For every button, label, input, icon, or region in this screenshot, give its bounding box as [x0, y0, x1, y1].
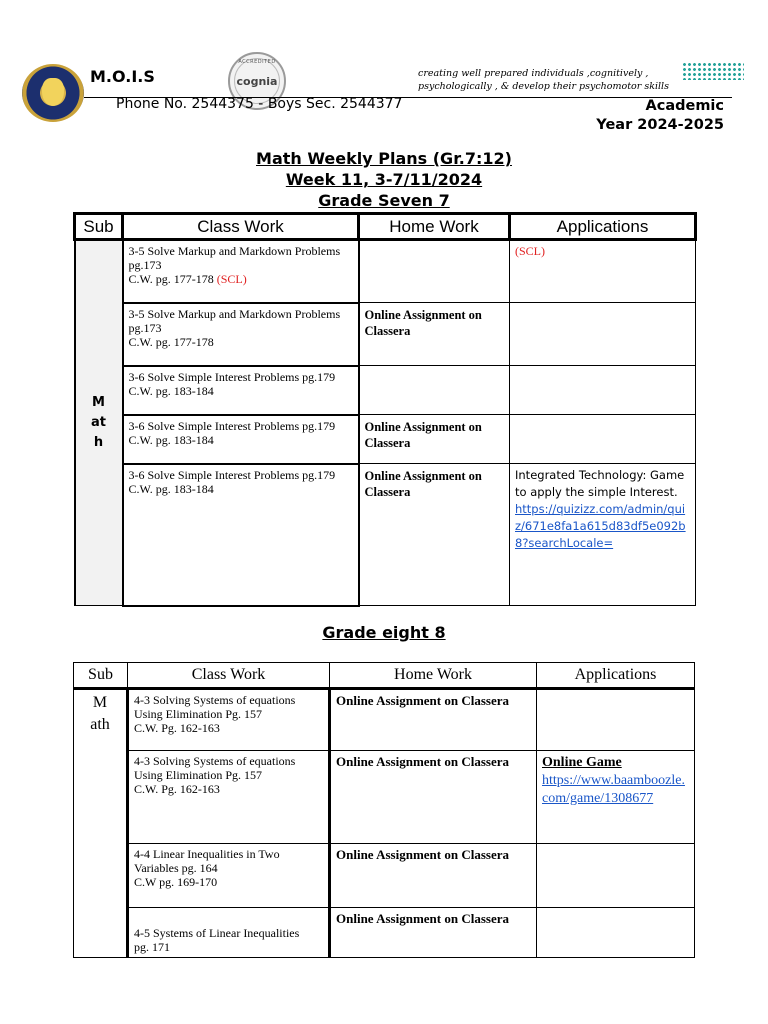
home-work-cell [359, 366, 510, 415]
class-work-line: 3-6 Solve Simple Interest Problems pg.179 [128, 418, 336, 433]
scl-tag: (SCL) [515, 244, 545, 258]
header-class-work: Class Work [123, 214, 359, 240]
online-game-label: Online Game [542, 755, 622, 770]
home-work-cell [359, 240, 510, 303]
motto-line-2: psychologically , & develop their psychomotor skills [418, 81, 669, 92]
page-title: Math Weekly Plans (Gr.7:12) [256, 149, 512, 168]
class-work-line: C.W. pg. 183-184 [128, 481, 214, 496]
class-work-cell [123, 303, 359, 366]
applications-cell [510, 366, 696, 415]
school-logo [22, 64, 84, 122]
academic-year [560, 97, 724, 135]
home-work-cell: Online Assignment on Classera [330, 844, 537, 908]
home-work-cell: Online Assignment on Classera [330, 689, 537, 751]
subject-line: h [93, 435, 104, 450]
header-sub: Sub [75, 214, 123, 240]
grade-eight-title: Grade eight 8 [322, 623, 446, 642]
class-work-cell [128, 689, 330, 751]
class-work-line: 3-6 Solve Simple Interest Problems pg.179 [128, 467, 336, 482]
applications-cell [510, 464, 696, 606]
header-home-work: Home Work [330, 663, 537, 689]
scl-tag: (SCL) [216, 272, 247, 286]
grade-eight-plan-table [73, 662, 695, 958]
class-work-line: C.W. pg. 183-184 [128, 432, 214, 447]
table-row [74, 751, 695, 844]
class-work-line: C.W. Pg. 162-163 [134, 782, 220, 796]
phone-numbers: Phone No. 2544375 - Boys Sec. 2544377 [116, 96, 403, 112]
applications-cell [510, 415, 696, 464]
subject-line: M [92, 694, 108, 711]
class-work-cell [128, 844, 330, 908]
subject-cell [75, 240, 123, 606]
school-name: M.O.I.S [90, 67, 155, 86]
header-applications: Applications [510, 214, 696, 240]
motto-line-1: creating well prepared individuals ,cognitively , [418, 68, 649, 79]
class-work-line: 4-3 Solving Systems of equations [134, 693, 296, 707]
integrated-technology-note: Integrated Technology: Game to apply the simple Interest. [515, 468, 685, 499]
table-header-row [74, 663, 695, 689]
home-work-cell: Online Assignment on Classera [359, 464, 510, 606]
class-work-line: 3-5 Solve Markup and Markdown Problems [128, 306, 341, 321]
subject-line: M [92, 395, 105, 410]
academic-year-value: Year 2024-2025 [596, 117, 724, 133]
table-row [75, 464, 696, 606]
class-work-line: pg. 171 [134, 940, 170, 954]
class-work-cell [123, 415, 359, 464]
badge-accredited-text: ACCREDITED [238, 59, 276, 65]
header-sub: Sub [74, 663, 128, 689]
subject-line: at [91, 415, 106, 430]
quizizz-link[interactable]: https://quizizz.com/admin/quiz/671e8fa1a615d83df5e092b8?searchLocale= [515, 502, 686, 550]
home-work-cell: Online Assignment on Classera [330, 908, 537, 958]
class-work-line: 3-5 Solve Markup and Markdown Problems [128, 244, 341, 258]
header-applications: Applications [537, 663, 695, 689]
class-work-cell [123, 240, 359, 303]
academic-label: Academic [645, 98, 724, 114]
class-work-line: pg.173 [128, 258, 162, 272]
class-work-line: 4-5 Systems of Linear Inequalities [134, 926, 300, 940]
grade-seven-title: Grade Seven 7 [318, 191, 450, 210]
class-work-line: C.W pg. 169-170 [134, 875, 218, 889]
table-row [74, 844, 695, 908]
subject-cell [74, 689, 128, 958]
class-work-pages: C.W. pg. 177-178 [128, 272, 217, 286]
class-work-line: Using Elimination Pg. 157 [134, 768, 263, 782]
table-row [74, 908, 695, 958]
ministry-logo [682, 62, 744, 80]
table-row [74, 689, 695, 751]
class-work-line: C.W. pg. 183-184 [128, 383, 214, 398]
baamboozle-link[interactable]: https://www.baamboozle.com/game/1308677 [542, 773, 685, 806]
home-work-cell: Online Assignment on Classera [359, 415, 510, 464]
applications-cell [537, 908, 695, 958]
header-class-work: Class Work [128, 663, 330, 689]
applications-cell [510, 240, 696, 303]
class-work-cell [128, 908, 330, 958]
week-title: Week 11, 3-7/11/2024 [285, 170, 483, 189]
applications-cell [537, 844, 695, 908]
table-row [75, 366, 696, 415]
home-work-cell: Online Assignment on Classera [359, 303, 510, 366]
table-row [75, 240, 696, 303]
class-work-line: C.W. Pg. 162-163 [134, 721, 220, 735]
applications-cell [510, 303, 696, 366]
grade-seven-plan-table [73, 212, 697, 607]
table-row [75, 415, 696, 464]
class-work-cell [123, 464, 359, 606]
class-work-cell [123, 366, 359, 415]
class-work-line: C.W. pg. 177-178 [128, 334, 214, 349]
table-row [75, 303, 696, 366]
class-work-cell [128, 751, 330, 844]
class-work-line: 4-4 Linear Inequalities in Two [134, 847, 280, 861]
subject-line: ath [90, 716, 110, 733]
table-header-row [75, 214, 696, 240]
applications-cell [537, 751, 695, 844]
badge-cognia-text: cognia [236, 75, 278, 88]
school-motto [418, 67, 678, 93]
class-work-line: Variables pg. 164 [134, 861, 218, 875]
class-work-line [129, 272, 353, 286]
class-work-line: 4-3 Solving Systems of equations [134, 754, 296, 768]
home-work-cell: Online Assignment on Classera [330, 751, 537, 844]
header-home-work: Home Work [359, 214, 510, 240]
class-work-line: pg.173 [128, 320, 162, 335]
class-work-line: Using Elimination Pg. 157 [134, 707, 263, 721]
class-work-line: 3-6 Solve Simple Interest Problems pg.179 [128, 369, 336, 384]
applications-cell [537, 689, 695, 751]
